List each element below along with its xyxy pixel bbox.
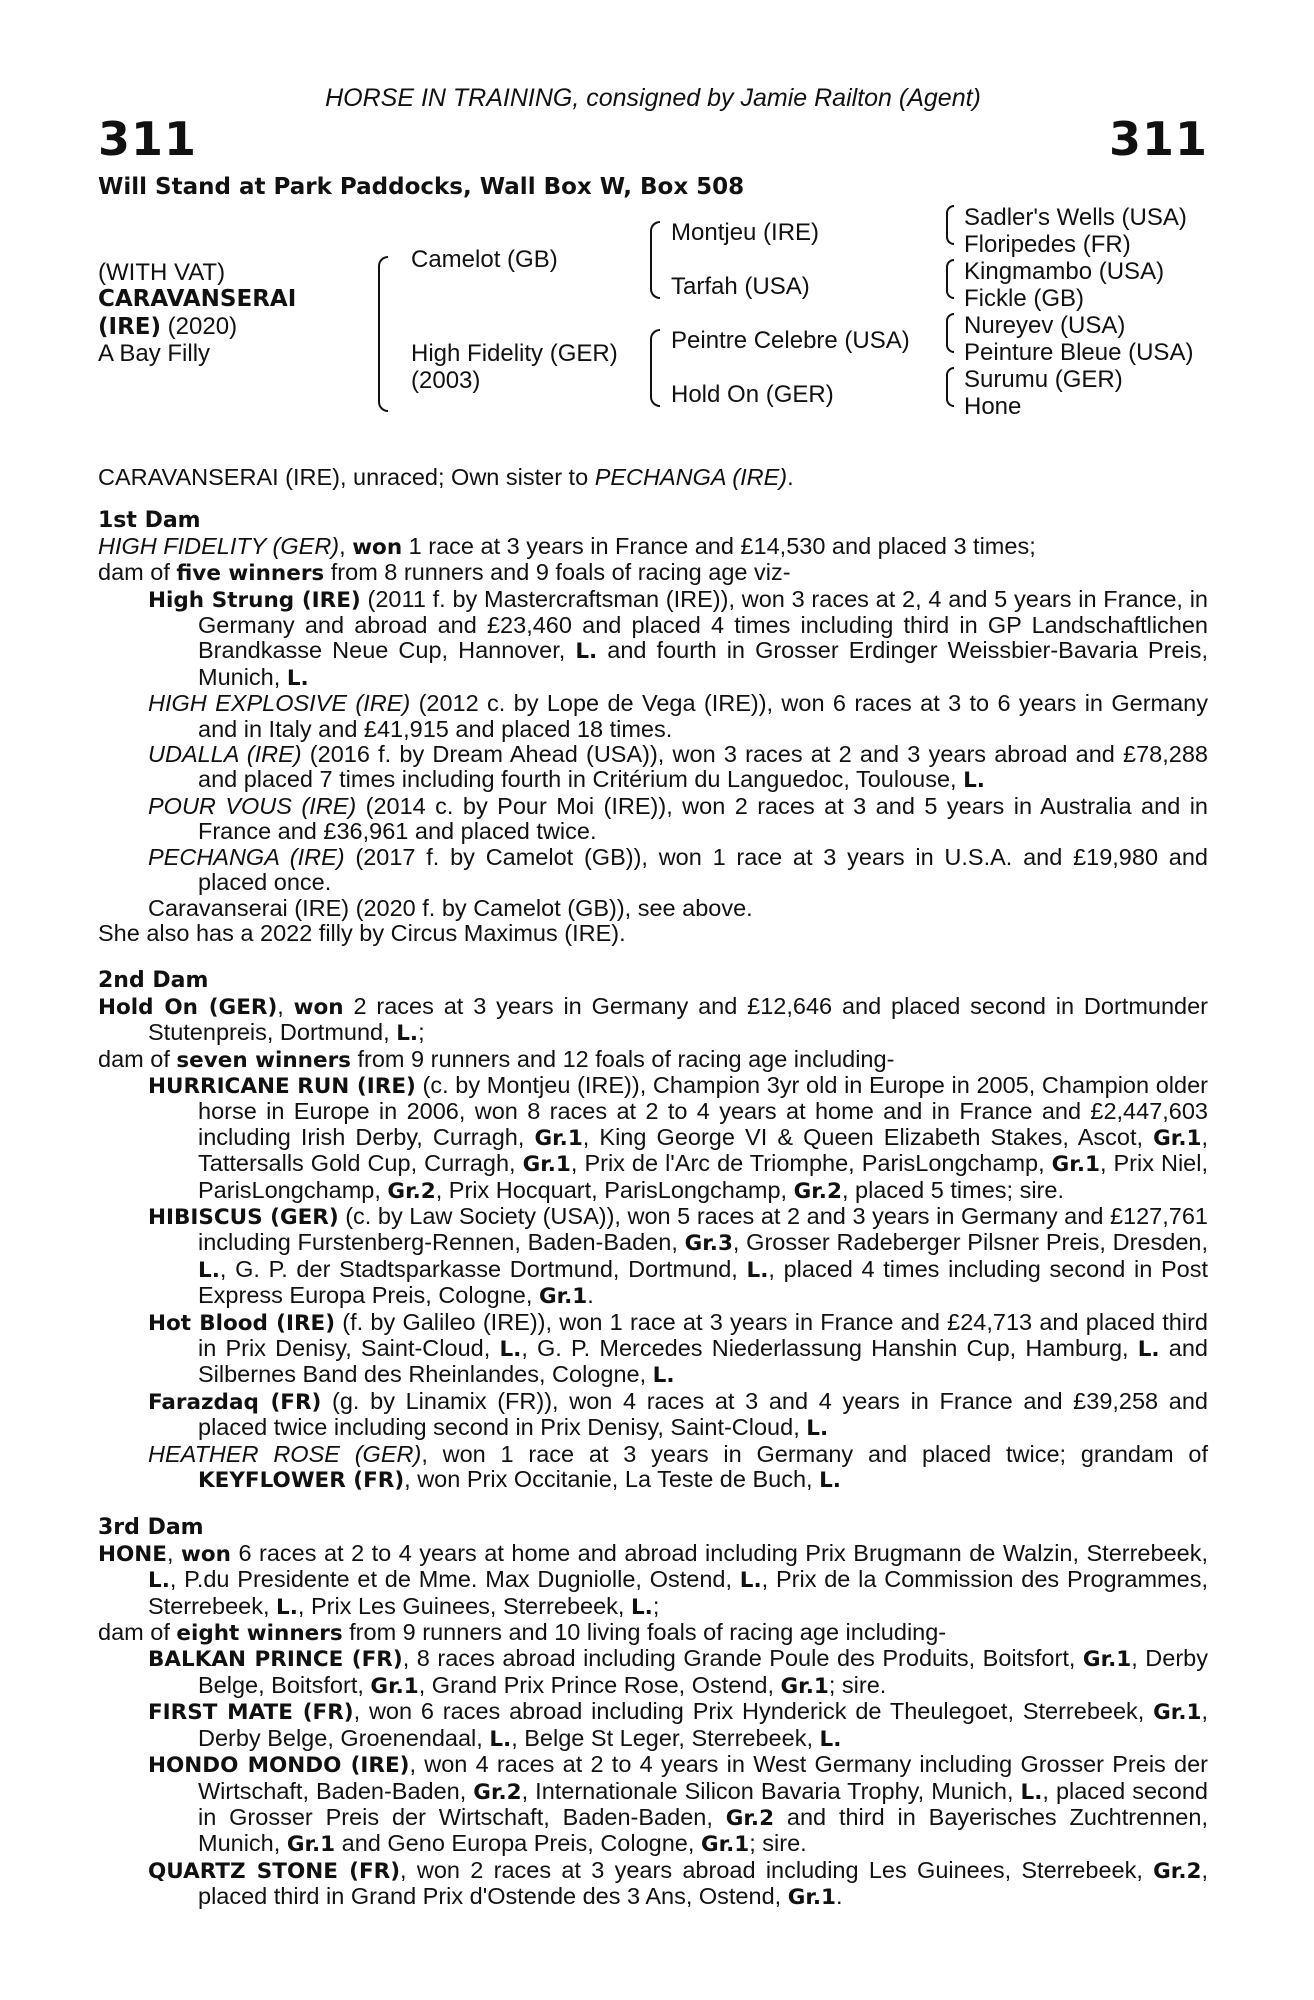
- vat-note: (WITH VAT): [98, 259, 226, 286]
- horse-description: A Bay Filly: [98, 340, 211, 367]
- pedigree-ggp-7: Surumu (GER): [964, 366, 1123, 393]
- pedigree-ggp-3: Kingmambo (USA): [964, 258, 1165, 285]
- produce-hondo-mondo: HONDO MONDO (IRE), won 4 races at 2 to 4 years in West Germany including Grosser Preis der Wirtschaft, Baden-Baden, Gr.2, Internationale Silicon Bavaria Trophy, Munich, L., placed second in Grosser Preis der Wirtschaft, Baden-Baden, Gr.2 and third in Bayerisches Zuchtrennen, Munich, Gr.1 and Geno Europa Preis, Cologne, Gr.1; sire.: [148, 1751, 1209, 1858]
- pedigree-brace-gg3: [946, 313, 954, 353]
- pedigree-brace-gg1: [946, 205, 954, 245]
- second-dam-record: Hold On (GER), won 2 races at 3 years in Germany and £12,646 and placed second in Dortmunder Stutenpreis, Dortmund, L.;: [98, 992, 1208, 1047]
- intro-line: CARAVANSERAI (IRE), unraced; Own sister to PECHANGA (IRE).: [98, 464, 794, 490]
- pedigree-ggp-8: Hone: [964, 393, 1022, 420]
- produce-caravanserai: Caravanserai (IRE) (2020 f. by Camelot (GB)), see above.: [148, 894, 753, 921]
- first-dam-produce-summary: dam of five winners from 8 runners and 9 foals of racing age viz-: [98, 559, 791, 587]
- catalogue-body: [98, 465, 1208, 1911]
- pedigree-ggp-5: Nureyev (USA): [964, 312, 1126, 339]
- produce-pechanga: PECHANGA (IRE) (2017 f. by Camelot (GB)), won 1 race at 3 years in U.S.A. and £19,980 and placed once.: [148, 843, 1208, 896]
- produce-quartz-stone: QUARTZ STONE (FR), won 2 races at 3 years abroad including Les Guinees, Sterrebeek, Gr.2, placed third in Grand Prix d'Ostende des 3 Ans, Ostend, Gr.1.: [148, 1856, 1208, 1911]
- pedigree-brace-sire: [650, 221, 660, 299]
- first-dam-heading: 1st Dam: [98, 508, 201, 534]
- pedigree-ggp-6: Peinture Bleue (USA): [964, 339, 1194, 366]
- produce-farazdaq: Farazdaq (FR) (g. by Linamix (FR)), won 4 races at 3 and 4 years in France and £39,258 and placed twice including second in Prix Denisy, Saint-Cloud, L.: [148, 1387, 1208, 1442]
- second-dam-produce-summary: dam of seven winners from 9 runners and 12 foals of racing age including-: [98, 1045, 895, 1073]
- first-dam-record: HIGH FIDELITY (GER), won 1 race at 3 years in France and £14,530 and placed 3 times;: [98, 532, 1036, 560]
- produce-heather-rose: HEATHER ROSE (GER), won 1 race at 3 years in Germany and placed twice; grandam of KEYFLOWER (FR), won Prix Occitanie, La Teste de Buch, L.: [148, 1440, 1208, 1494]
- produce-high-strung: High Strung (IRE) (2011 f. by Mastercraftsman (IRE)), won 3 races at 2, 4 and 5 years in France, in Germany and abroad and £23,460 and placed 4 times including third in GP Landschaftlichen Brandkasse Neue Cup, Hannover, L. and fourth in Grosser Erdinger Weissbier-Bavaria Preis, Munich, L.: [148, 585, 1208, 691]
- pedigree-ggp-2: Floripedes (FR): [964, 231, 1131, 258]
- stand-location: Will Stand at Park Paddocks, Wall Box W, Box 508: [98, 174, 745, 200]
- lot-number-right: 311: [1108, 112, 1208, 166]
- third-dam-heading: 3rd Dam: [98, 1515, 204, 1541]
- produce-high-explosive: HIGH EXPLOSIVE (IRE) (2012 c. by Lope de Vega (IRE)), won 6 races at 3 to 6 years in Germany and in Italy and £41,915 and placed 18 times.: [148, 690, 1208, 742]
- pedigree-brace-gg2: [946, 259, 954, 299]
- produce-2022-filly: She also has a 2022 filly by Circus Maximus (IRE).: [98, 919, 626, 946]
- pedigree-sire-sire: Montjeu (IRE): [671, 219, 820, 246]
- pedigree-sire: Camelot (GB): [411, 246, 558, 273]
- produce-pour-vous: POUR VOUS (IRE) (2014 c. by Pour Moi (IRE)), won 2 races at 3 and 5 years in Australia and in France and £36,961 and placed twice.: [148, 792, 1208, 845]
- produce-hibiscus: HIBISCUS (GER) (c. by Law Society (USA)), won 5 races at 2 and 3 years in Germany and £127,761 including Furstenberg-Rennen, Baden-Baden, Gr.3, Grosser Radeberger Pilsner Preis, Dresden, L., G. P. der Stadtsparkasse Dortmund, Dortmund, L., placed 4 times including second in Post Express Europa Preis, Cologne, Gr.1.: [148, 1202, 1209, 1310]
- third-dam-record: HONE, won 6 races at 2 to 4 years at home and abroad including Prix Brugmann de Walzin, Sterrebeek, L., P.du Presidente et de Mme. Max Dugniolle, Ostend, L., Prix de la Commission des Programmes, Sterrebeek, L., Prix Les Guinees, Sterrebeek, L.;: [98, 1539, 1208, 1620]
- horse-name: CARAVANSERAI: [98, 286, 297, 312]
- pedigree-brace-main: [378, 256, 388, 412]
- produce-hot-blood: Hot Blood (IRE) (f. by Galileo (IRE)), won 1 race at 3 years in France and £24,713 and placed third in Prix Denisy, Saint-Cloud, L., G. P. Mercedes Niederlassung Hanshin Cup, Hamburg, L. and Silbernes Band des Rheinlandes, Cologne, L.: [148, 1308, 1208, 1389]
- produce-first-mate: FIRST MATE (FR), won 6 races abroad including Prix Hynderick de Theulegoet, Sterrebeek, Gr.1, Derby Belge, Groenendaal, L., Belge St Leger, Sterrebeek, L.: [148, 1698, 1208, 1752]
- pedigree-sire-dam: Tarfah (USA): [671, 273, 810, 300]
- catalogue-page: [98, 0, 1208, 2000]
- pedigree-dam-dam: Hold On (GER): [671, 381, 834, 408]
- pedigree-ggp-4: Fickle (GB): [964, 285, 1084, 312]
- pedigree-ggp-1: Sadler's Wells (USA): [964, 204, 1187, 231]
- horse-name-suffix: (IRE) (2020): [98, 313, 238, 340]
- pedigree-dam-year: (2003): [411, 367, 481, 394]
- produce-balkan-prince: BALKAN PRINCE (FR), 8 races abroad including Grande Poule des Produits, Boitsfort, Gr.1, Derby Belge, Boitsfort, Gr.1, Grand Prix Prince Rose, Ostend, Gr.1; sire.: [148, 1645, 1208, 1699]
- consignment-line: HORSE IN TRAINING, consigned by Jamie Railton (Agent): [325, 84, 981, 112]
- second-dam-heading: 2nd Dam: [98, 968, 209, 994]
- lot-number-left: 311: [98, 112, 198, 166]
- produce-udalla: UDALLA (IRE) (2016 f. by Dream Ahead (USA)), won 3 races at 2 and 3 years abroad and £78,288 and placed 7 times including fourth in Critérium du Languedoc, Toulouse, L.: [148, 741, 1208, 794]
- produce-hurricane-run: HURRICANE RUN (IRE) (c. by Montjeu (IRE)), Champion 3yr old in Europe in 2005, Champion older horse in Europe in 2006, won 8 races at 2 to 4 years at home and in France and £2,447,603 including Irish Derby, Curragh, Gr.1, King George VI & Queen Elizabeth Stakes, Ascot, Gr.1, Tattersalls Gold Cup, Curragh, Gr.1, Prix de l'Arc de Triomphe, ParisLongchamp, Gr.1, Prix Niel, ParisLongchamp, Gr.2, Prix Hocquart, ParisLongchamp, Gr.2, placed 5 times; sire.: [148, 1071, 1209, 1204]
- pedigree-dam: High Fidelity (GER): [411, 340, 618, 367]
- third-dam-produce-summary: dam of eight winners from 9 runners and 10 living foals of racing age including-: [98, 1619, 947, 1647]
- pedigree-dam-sire: Peintre Celebre (USA): [671, 327, 910, 354]
- pedigree-brace-gg4: [946, 367, 954, 407]
- pedigree-brace-dam: [650, 329, 660, 407]
